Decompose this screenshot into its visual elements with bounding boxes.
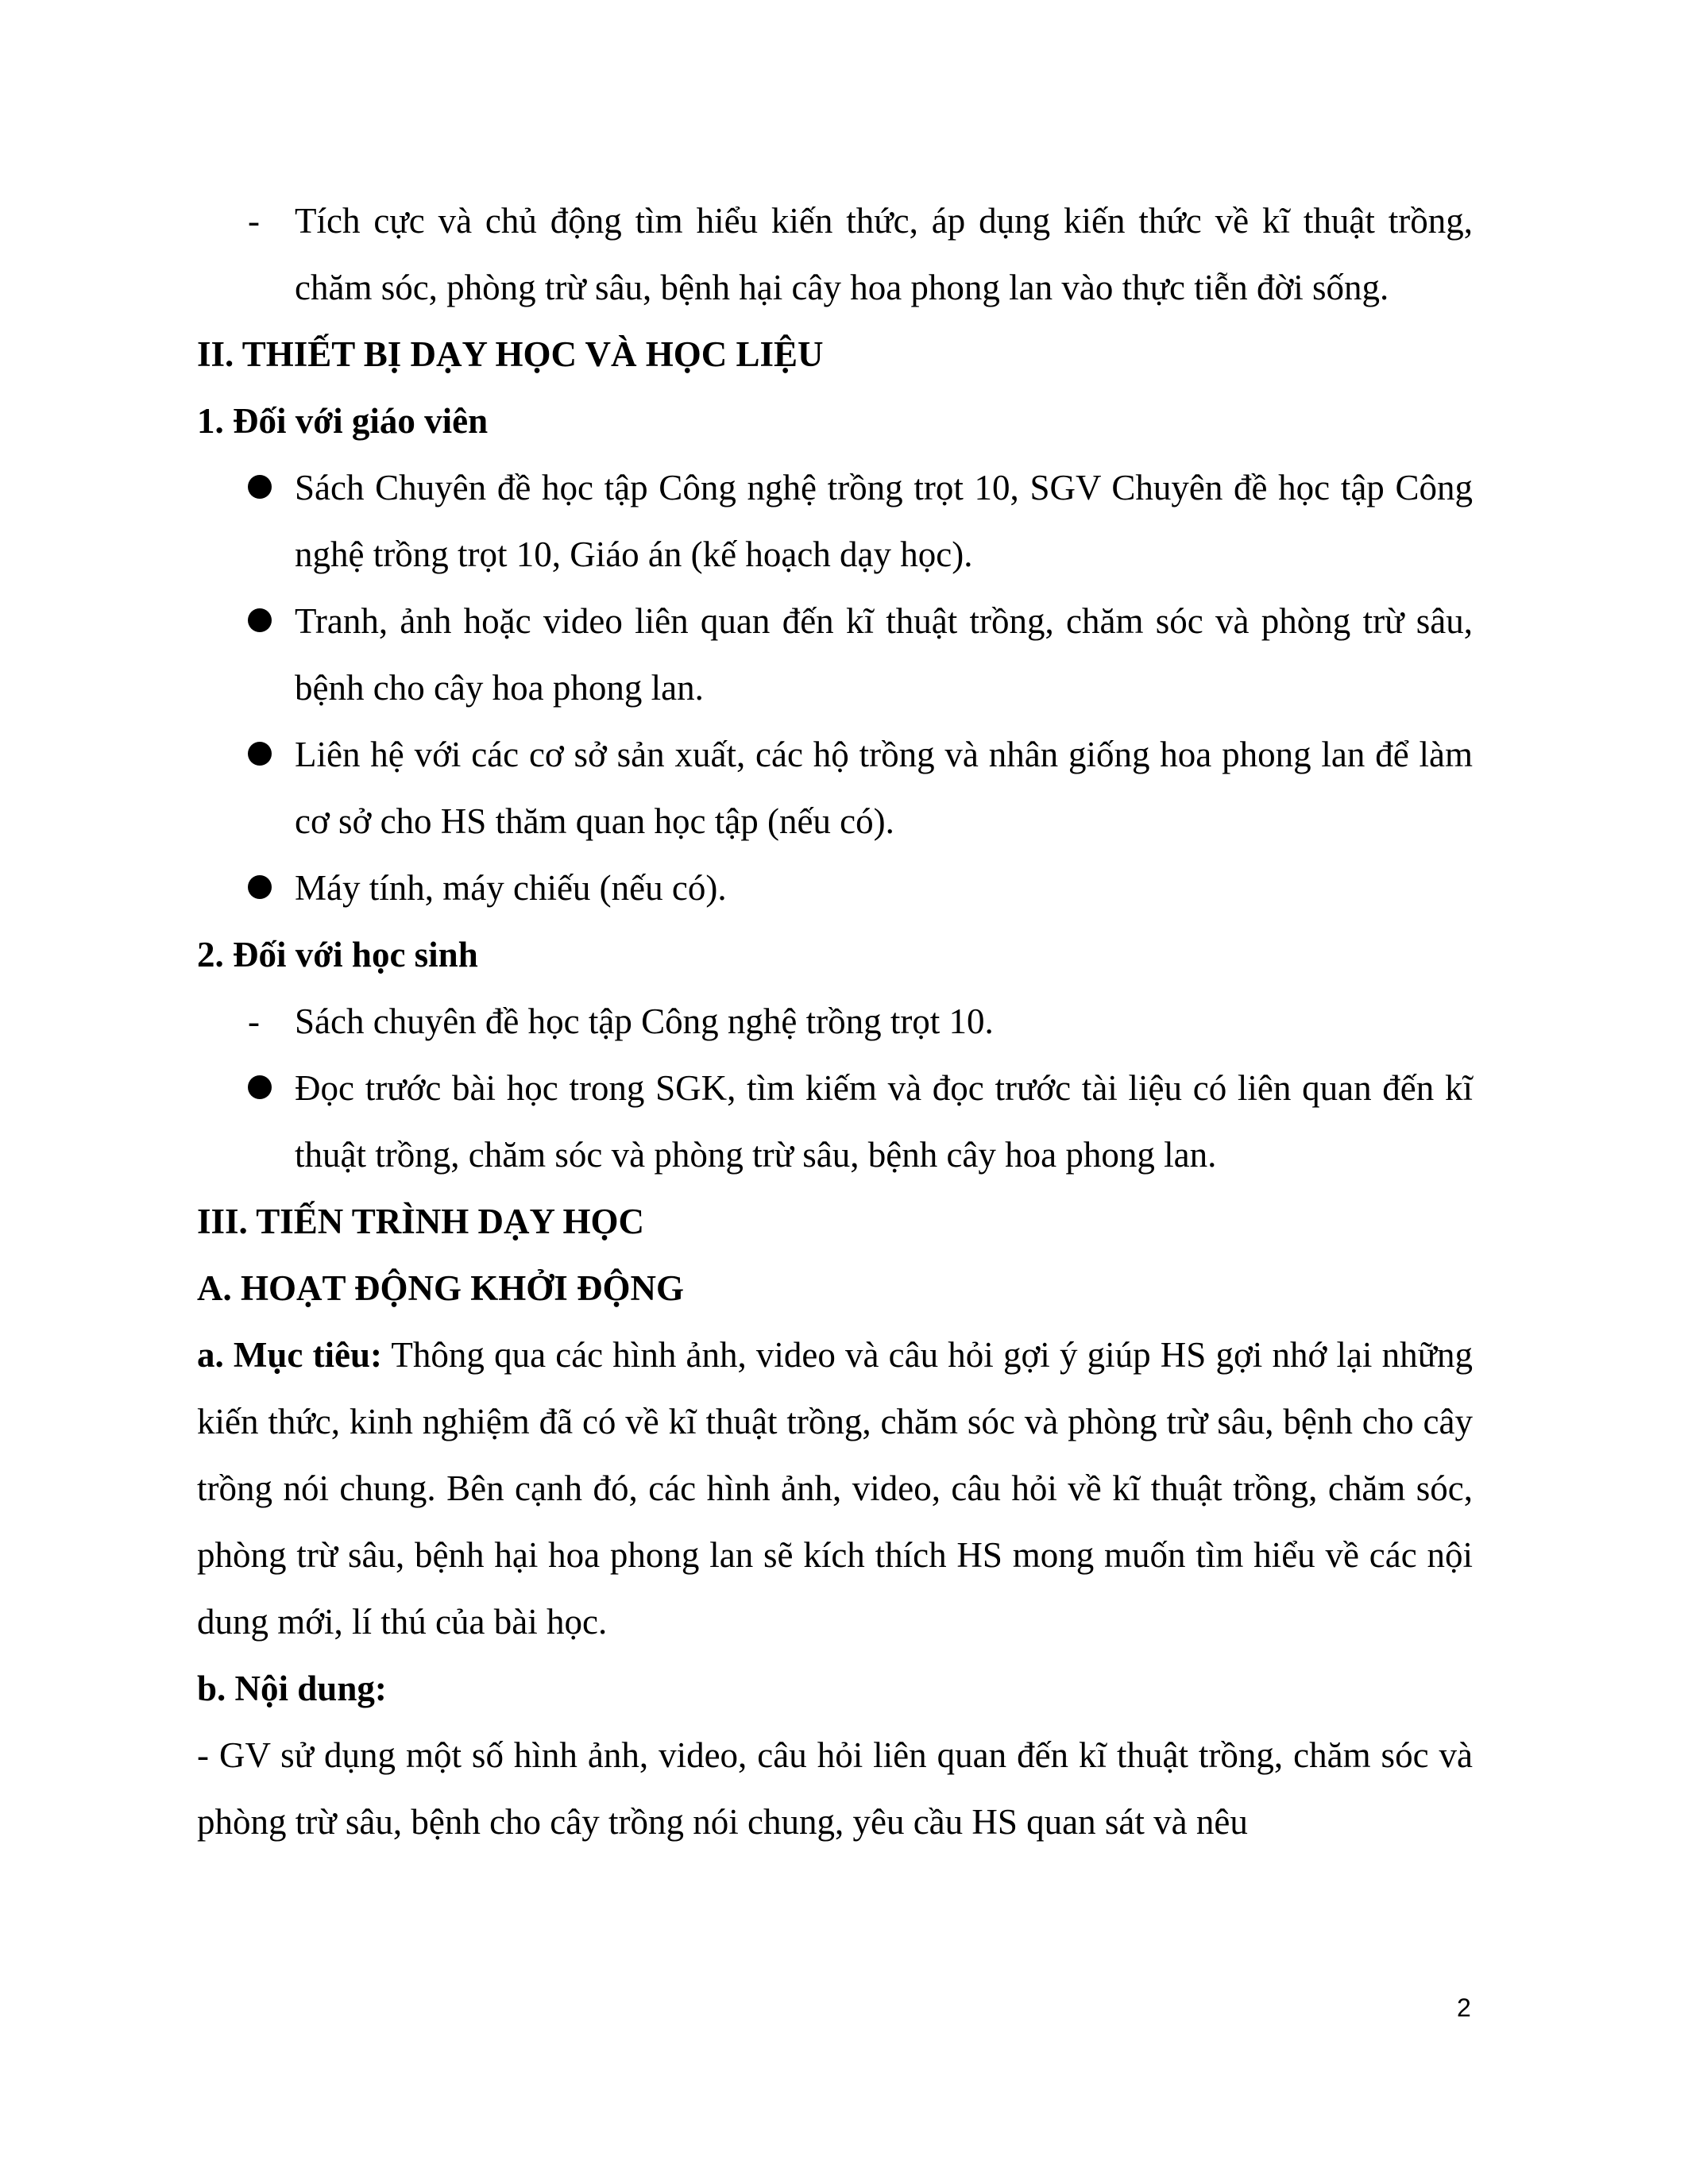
content-paragraph: - GV sử dụng một số hình ảnh, video, câu hỏi liên quan đến kĩ thuật trồng, chăm sóc và phòng trừ sâu, bệnh cho cây trồng nói chung, yêu cầu HS quan sát và nêu xyxy=(197,1735,1473,1842)
list-item-text: Đọc trước bài học trong SGK, tìm kiếm và đọc trước tài liệu có liên quan đến kĩ thuật trồng, chăm sóc và phòng trừ sâu, bệnh cây hoa phong lan. xyxy=(295,1068,1473,1175)
dash-marker: - xyxy=(248,201,260,241)
list-item xyxy=(197,454,1473,588)
list-item-text: Liên hệ với các cơ sở sản xuất, các hộ trồng và nhân giống hoa phong lan để làm cơ sở cho HS thăm quan học tập (nếu có). xyxy=(295,735,1473,841)
bullet-icon xyxy=(248,475,272,499)
section-heading: II. THIẾT BỊ DẠY HỌC VÀ HỌC LIỆU xyxy=(197,334,824,374)
list-item-text: Tranh, ảnh hoặc video liên quan đến kĩ thuật trồng, chăm sóc và phòng trừ sâu, bệnh cho cây hoa phong lan. xyxy=(295,601,1473,708)
bullet-icon xyxy=(248,742,272,766)
page-number: 2 xyxy=(1457,1993,1471,2022)
list-item-text: Sách chuyên đề học tập Công nghệ trồng trọt 10. xyxy=(295,1001,994,1041)
list-item xyxy=(197,588,1473,721)
section-heading: III. TIẾN TRÌNH DẠY HỌC xyxy=(197,1202,645,1241)
bullet-icon xyxy=(248,875,272,899)
dash-marker: - xyxy=(248,1001,260,1041)
list-item-text: Máy tính, máy chiếu (nếu có). xyxy=(295,868,727,908)
list-item xyxy=(197,1055,1473,1188)
list-item xyxy=(197,988,1473,1055)
objective-text: Thông qua các hình ảnh, video và câu hỏi gợi ý giúp HS gợi nhớ lại những kiến thức, kinh nghiệm đã có về kĩ thuật trồng, chăm sóc và phòng trừ sâu, bệnh cho cây trồng nói chung. Bên cạnh đó, các hình ảnh, video, câu hỏi về kĩ thuật trồng, chăm sóc, phòng trừ sâu, bệnh hại hoa phong lan sẽ kích thích HS mong muốn tìm hiểu về các nội dung mới, lí thú của bài học. xyxy=(197,1335,1473,1642)
list-item-text: Sách Chuyên đề học tập Công nghệ trồng trọt 10, SGV Chuyên đề học tập Công nghệ trồng trọt 10, Giáo án (kế hoạch dạy học). xyxy=(295,468,1473,574)
bullet-icon xyxy=(248,1075,272,1099)
objective-paragraph xyxy=(197,1322,1473,1655)
subsection-heading: 2. Đối với học sinh xyxy=(197,935,478,974)
list-item xyxy=(197,187,1473,321)
bullet-icon xyxy=(248,608,272,632)
list-item-text: Tích cực và chủ động tìm hiểu kiến thức, áp dụng kiến thức về kĩ thuật trồng, chăm sóc, phòng trừ sâu, bệnh hại cây hoa phong lan vào thực tiễn đời sống. xyxy=(295,201,1473,307)
activity-heading: A. HOẠT ĐỘNG KHỞI ĐỘNG xyxy=(197,1268,684,1308)
subsection-heading: 1. Đối với giáo viên xyxy=(197,401,489,441)
objective-label: a. Mục tiêu: xyxy=(197,1335,383,1375)
list-item xyxy=(197,721,1473,855)
content-label: b. Nội dung: xyxy=(197,1669,387,1708)
list-item xyxy=(197,855,1473,921)
document-body xyxy=(197,187,1473,1855)
